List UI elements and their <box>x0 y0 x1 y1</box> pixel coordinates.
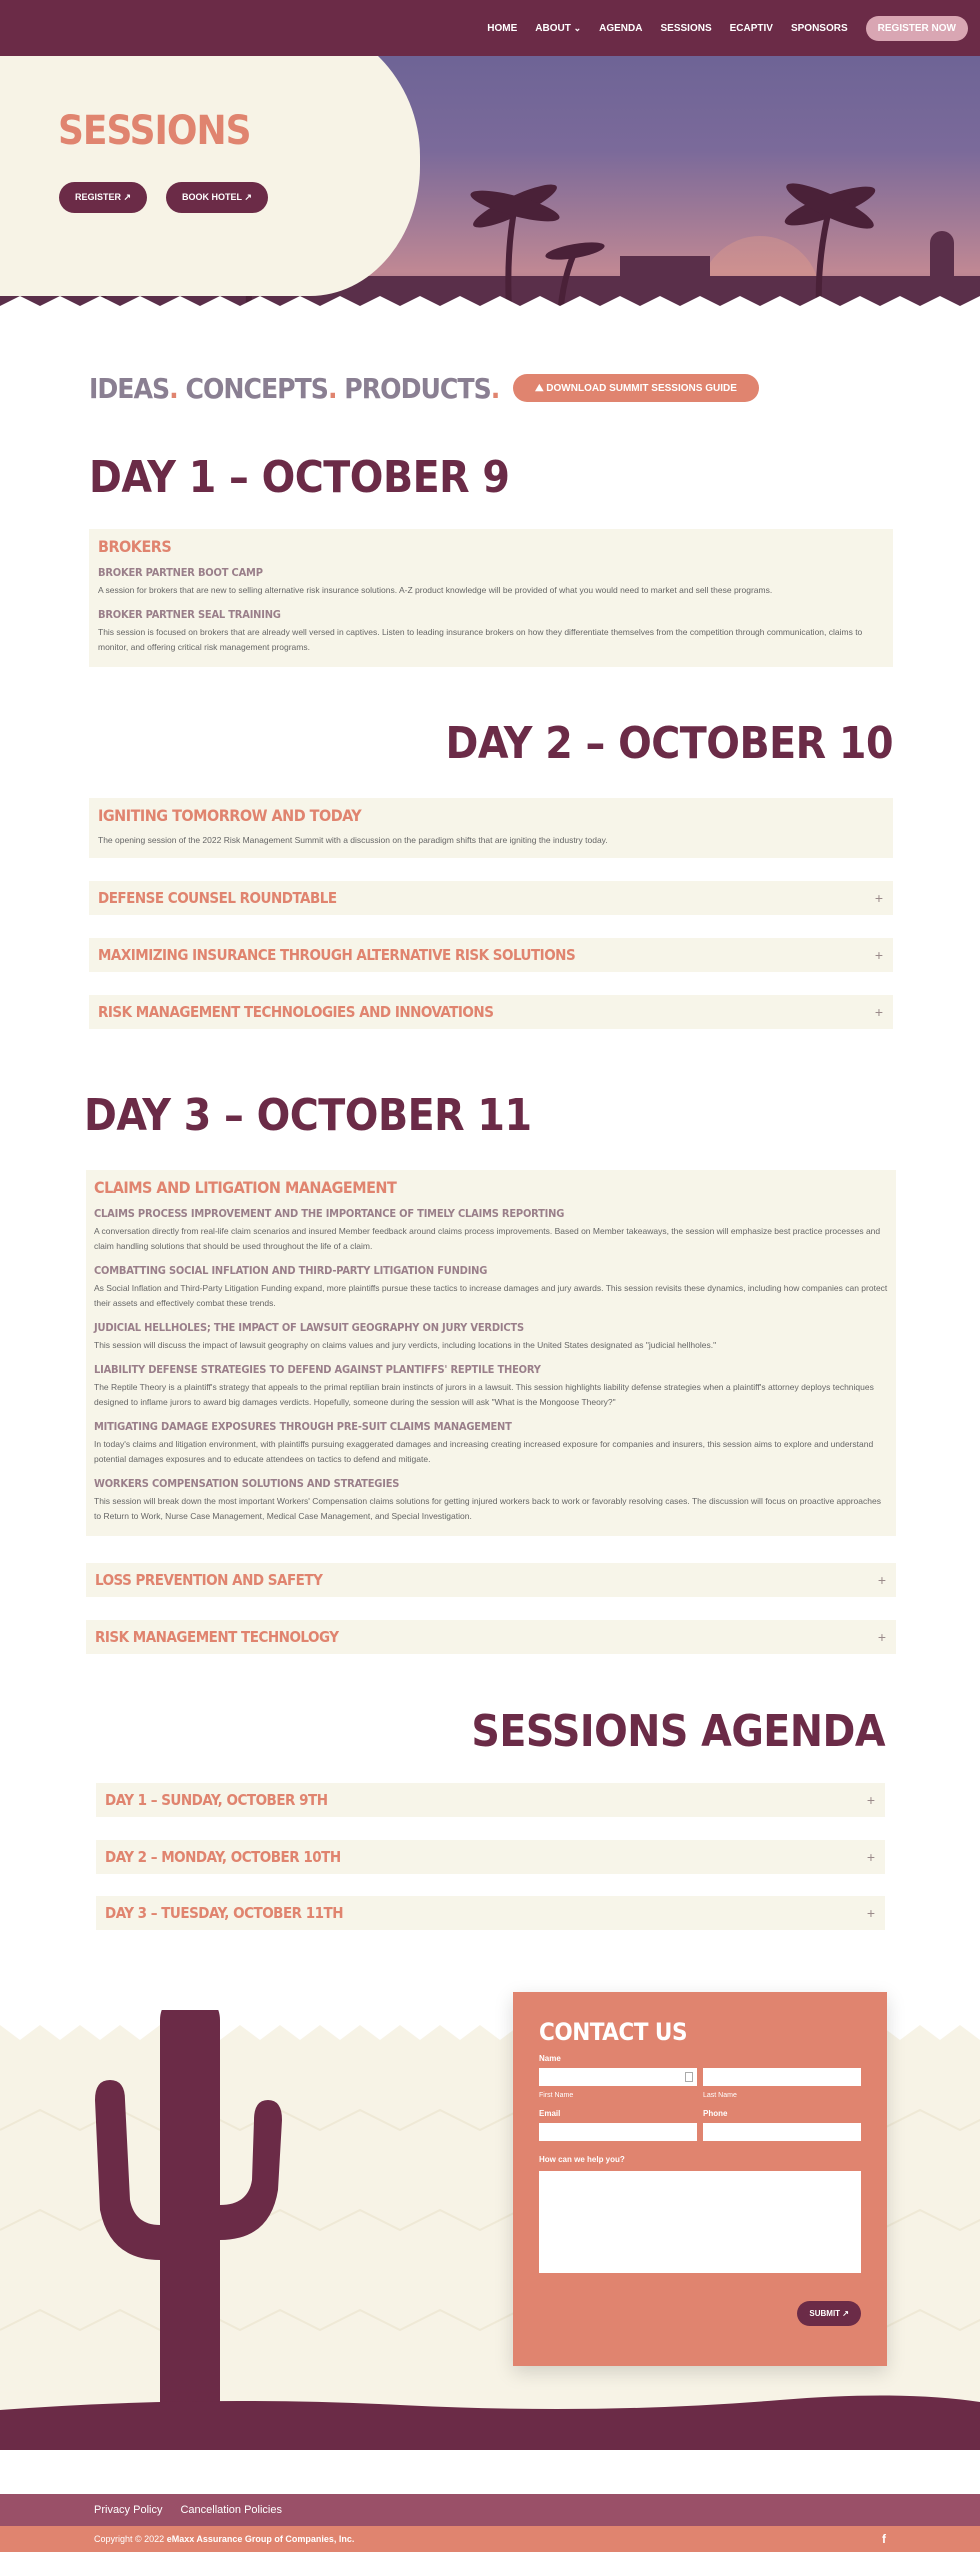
nav-about-label: ABOUT <box>535 22 571 34</box>
agenda-day3[interactable] <box>96 1896 885 1930</box>
book-hotel-button[interactable]: BOOK HOTEL ↗ <box>166 182 268 213</box>
session-desc: The Reptile Theory is a plaintiff's strategy that appeals to the primal reptilian brain instincts of jurors in a lawsuit. This session highlights liability defense strategies when a plaintiff's attorney deploys techniques designed to inflame jurors to award big damages verdicts. Hopefully, someone during the session will ask "What is the Mongoose Theory?" <box>94 1382 874 1407</box>
nav-agenda[interactable]: AGENDA <box>599 22 643 34</box>
session-desc: As Social Inflation and Third-Party Litigation Funding expand, more plaintiffs pursue these tactics to increase damages and jury awards. This session revisits these dynamics, including how companies can protect their assets and effectively combat these trends. <box>94 1283 888 1308</box>
panel-title: CLAIMS AND LITIGATION MANAGEMENT <box>94 1178 397 1197</box>
accordion-loss-prevention[interactable] <box>86 1563 896 1597</box>
plus-icon: + <box>866 1905 875 1921</box>
tagline <box>89 372 499 405</box>
phone-input[interactable] <box>703 2123 861 2141</box>
nav-ecaptiv[interactable]: ECAPTIV <box>729 22 773 34</box>
email-label: Email <box>539 2109 561 2118</box>
plus-icon: + <box>877 1629 886 1645</box>
accordion-defense-counsel[interactable] <box>89 881 893 915</box>
day2-heading: DAY 2 – OCTOBER 10 <box>445 718 893 769</box>
copyright-text <box>94 2534 354 2544</box>
sessions-agenda-heading: SESSIONS AGENDA <box>471 1706 885 1757</box>
session-desc: This session will discuss the impact of lawsuit geography on claims values and jury verdicts, including locations in the United States designated as "judicial hellholes." <box>94 1340 717 1350</box>
agenda-day2[interactable] <box>96 1840 885 1874</box>
session-desc: The opening session of the 2022 Risk Management Summit with a discussion on the paradigm shifts that are igniting the industry today. <box>98 835 608 845</box>
session-title: COMBATTING SOCIAL INFLATION AND THIRD-PARTY LITIGATION FUNDING <box>94 1264 488 1277</box>
help-label: How can we help you? <box>539 2155 625 2164</box>
register-button[interactable]: REGISTER ↗ <box>59 182 147 213</box>
accordion-title: DAY 3 – TUESDAY, OCTOBER 11TH <box>105 1904 344 1922</box>
copyright-prefix: Copyright © 2022 <box>94 2534 167 2544</box>
panel-title: BROKERS <box>98 537 172 556</box>
chevron-down-icon: ⌄ <box>573 22 582 33</box>
first-name-sublabel: First Name <box>539 2092 574 2099</box>
plus-icon: + <box>874 947 883 963</box>
copyright-bar <box>0 2526 980 2552</box>
plus-icon: + <box>866 1792 875 1808</box>
accordion-title: RISK MANAGEMENT TECHNOLOGY <box>95 1628 339 1646</box>
accordion-risk-management-technology[interactable] <box>86 1620 896 1654</box>
session-title: WORKERS COMPENSATION SOLUTIONS AND STRATEGIES <box>94 1477 400 1490</box>
nav-sessions[interactable]: SESSIONS <box>660 22 712 34</box>
facebook-icon[interactable]: f <box>882 2532 886 2546</box>
plus-icon: + <box>866 1849 875 1865</box>
first-name-input[interactable] <box>539 2068 697 2086</box>
tagline-products: PRODUCTS <box>344 372 491 405</box>
accordion-title: LOSS PREVENTION AND SAFETY <box>95 1571 323 1589</box>
hero-card <box>0 56 420 296</box>
tagline-dot: . <box>169 372 178 405</box>
day3-heading: DAY 3 – OCTOBER 11 <box>84 1090 532 1141</box>
tagline-dot: . <box>490 372 500 405</box>
day1-brokers-panel <box>89 529 893 667</box>
autofill-icon <box>685 2072 693 2082</box>
session-desc: This session is focused on brokers that are already well versed in captives. Listen to leading insurance brokers on how they differentiate themselves from the competition through communication, claims to monitor, and offering critical risk management programs. <box>98 627 863 652</box>
nav-about[interactable] <box>535 23 581 34</box>
phone-label: Phone <box>703 2109 728 2118</box>
name-row <box>539 2068 861 2099</box>
session-title: CLAIMS PROCESS IMPROVEMENT AND THE IMPORTANCE OF TIMELY CLAIMS REPORTING <box>94 1207 565 1220</box>
privacy-policy-link[interactable]: Privacy Policy <box>94 2504 163 2516</box>
day3-claims-panel <box>86 1170 896 1536</box>
session-title: LIABILITY DEFENSE STRATEGIES TO DEFEND AGAINST PLANTIFFS' REPTILE THEORY <box>94 1363 541 1376</box>
session-title: JUDICIAL HELLHOLES; THE IMPACT OF LAWSUIT GEOGRAPHY ON JURY VERDICTS <box>94 1321 524 1334</box>
plus-icon: + <box>877 1572 886 1588</box>
register-now-button[interactable]: REGISTER NOW <box>866 16 968 41</box>
day1-heading: DAY 1 – OCTOBER 9 <box>89 452 510 503</box>
nav-sponsors[interactable]: SPONSORS <box>790 22 848 34</box>
session-title: MITIGATING DAMAGE EXPOSURES THROUGH PRE-SUIT CLAIMS MANAGEMENT <box>94 1420 512 1433</box>
last-name-input[interactable] <box>703 2068 861 2086</box>
email-phone-row <box>539 2109 861 2141</box>
session-desc: This session will break down the most important Workers' Compensation claims solutions for getting injured workers back to work or favorably resolving cases. The discussion will focus on proactive approaches to Return to Work, Nurse Case Management, Medical Case Management, and Special Investigation. <box>94 1496 881 1521</box>
session-title: BROKER PARTNER SEAL TRAINING <box>98 608 281 621</box>
page-title: SESSIONS <box>58 108 251 154</box>
hero-banner <box>0 56 980 326</box>
last-name-sublabel: Last Name <box>703 2092 737 2099</box>
accordion-maximizing-insurance[interactable] <box>89 938 893 972</box>
tagline-ideas: IDEAS <box>89 372 170 405</box>
copyright-brand: eMaxx Assurance Group of Companies, Inc. <box>166 2534 355 2544</box>
download-guide-button[interactable]: ⛰ DOWNLOAD SUMMIT SESSIONS GUIDE <box>513 374 759 402</box>
session-title: BROKER PARTNER BOOT CAMP <box>98 566 263 579</box>
accordion-risk-tech-innovations[interactable] <box>89 995 893 1029</box>
panel-title: IGNITING TOMORROW AND TODAY <box>98 806 362 825</box>
tagline-concepts: CONCEPTS <box>185 372 328 405</box>
name-label: Name <box>539 2054 561 2063</box>
accordion-title: RISK MANAGEMENT TECHNOLOGIES AND INNOVATIONS <box>98 1003 494 1021</box>
cancellation-policies-link[interactable]: Cancellation Policies <box>180 2504 282 2516</box>
top-nav <box>0 0 980 56</box>
session-desc: A session for brokers that are new to selling alternative risk insurance solutions. A-Z product knowledge will be provided of what you would need to market and sell these programs. <box>98 585 773 595</box>
tagline-dot: . <box>327 372 337 405</box>
day2-igniting-panel <box>89 798 893 858</box>
accordion-title: DAY 1 – SUNDAY, OCTOBER 9TH <box>105 1791 328 1809</box>
session-desc: In today's claims and litigation environment, with plaintiffs pursuing exaggerated damages and increasing creating increased exposure for companies and insurers, this session aims to explore and understand potential damages exposures and to educate attendees on tactics to defend and mitigate. <box>94 1439 874 1464</box>
accordion-title: DAY 2 – MONDAY, OCTOBER 10TH <box>105 1848 341 1866</box>
accordion-title: MAXIMIZING INSURANCE THROUGH ALTERNATIVE RISK SOLUTIONS <box>98 946 576 964</box>
plus-icon: + <box>874 1004 883 1020</box>
contact-title: CONTACT US <box>539 2018 688 2046</box>
session-desc: A conversation directly from real-life claim scenarios and insured Member feedback around claims process improvements. Based on Member takeaways, the session will emphasize best practice processes and claim handling solutions that should be used throughout the life of a claim. <box>94 1226 881 1251</box>
submit-button[interactable]: SUBMIT ↗ <box>797 2301 861 2326</box>
nav-home[interactable]: HOME <box>487 22 518 34</box>
contact-form-card <box>513 1992 887 2366</box>
message-textarea[interactable] <box>539 2171 861 2273</box>
email-input[interactable] <box>539 2123 697 2141</box>
footer-links <box>0 2494 980 2526</box>
agenda-day1[interactable] <box>96 1783 885 1817</box>
accordion-title: DEFENSE COUNSEL ROUNDTABLE <box>98 889 337 907</box>
plus-icon: + <box>874 890 883 906</box>
